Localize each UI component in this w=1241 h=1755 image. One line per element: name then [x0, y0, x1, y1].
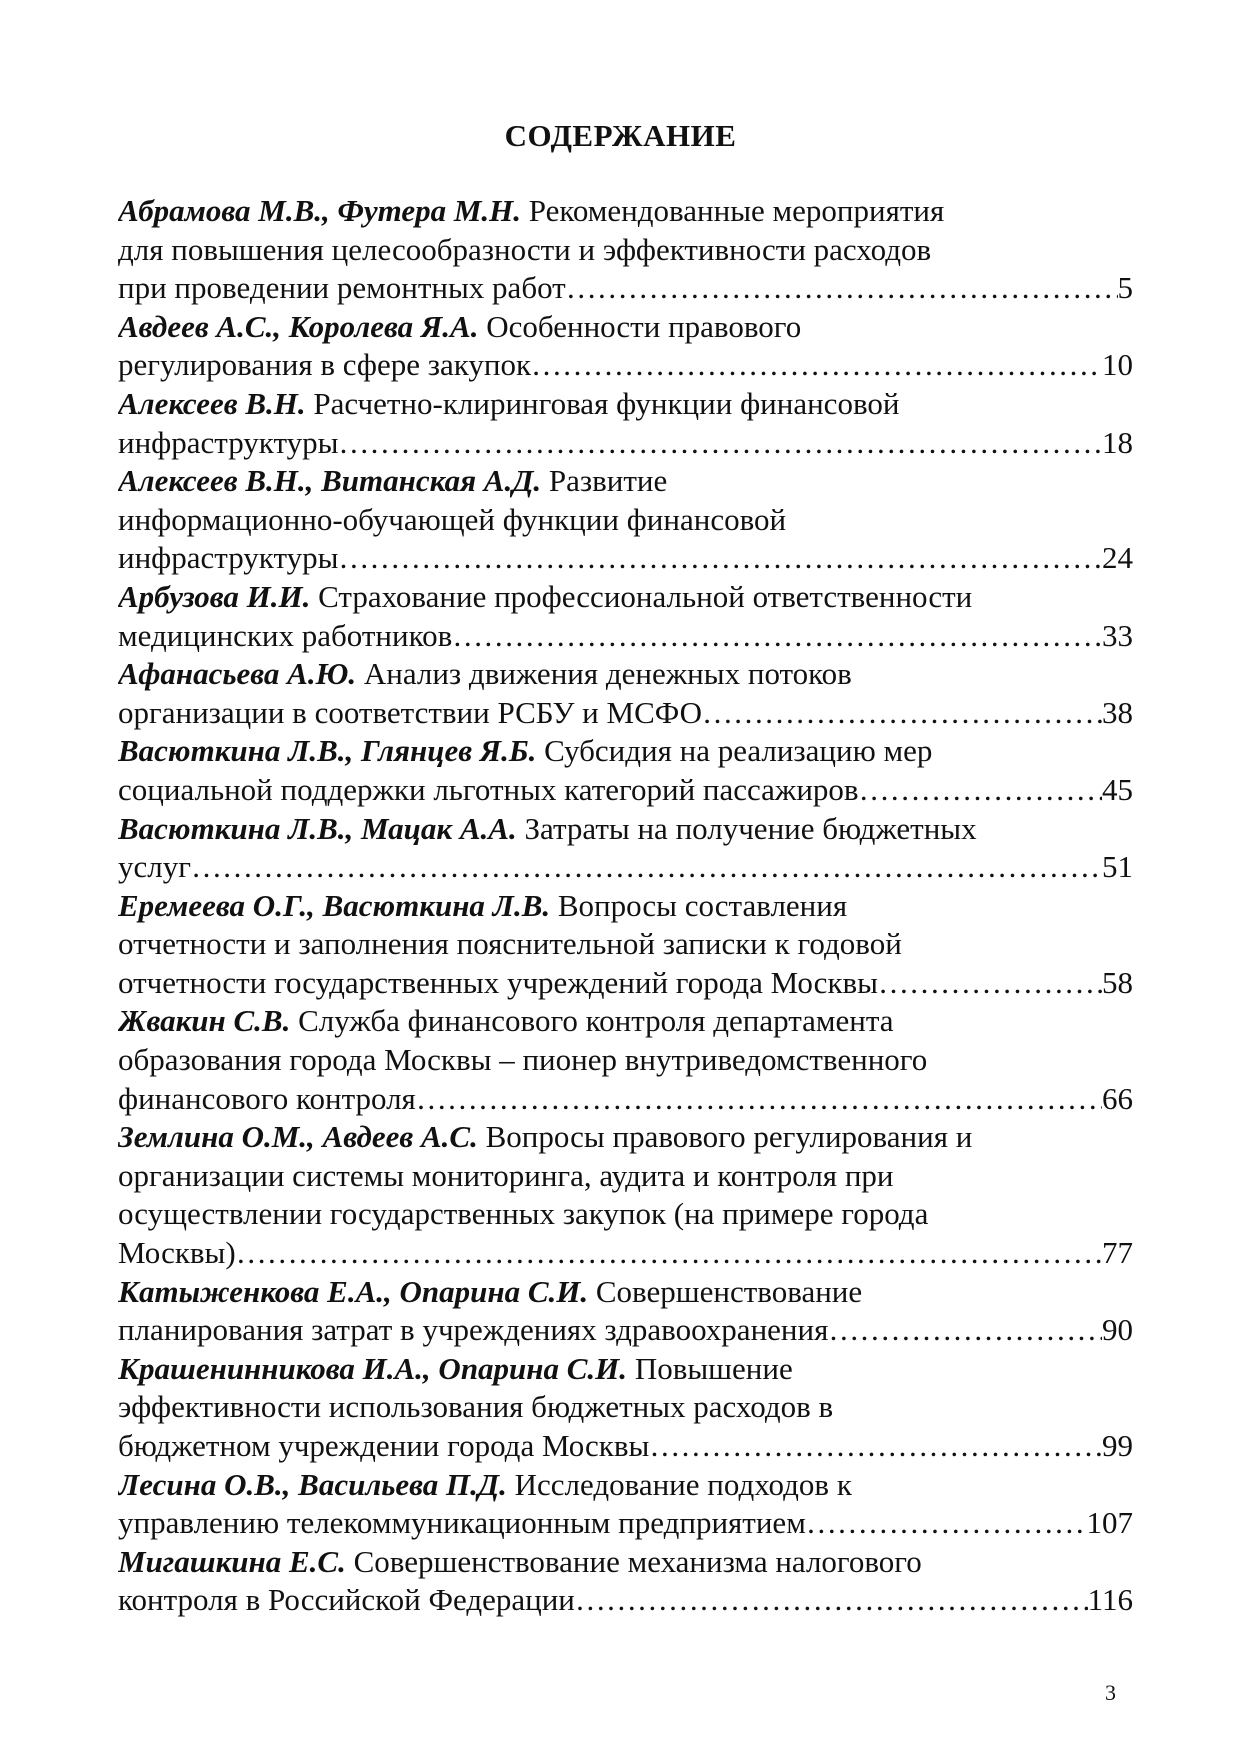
toc-entry-title-start: Вопросы правового регулирования и [485, 1119, 973, 1155]
toc-entry-first-line [118, 385, 1133, 424]
toc-entry-authors: Мигашкина Е.С. [118, 1543, 346, 1579]
toc-entry-authors: Афанасьева А.Ю. [118, 656, 357, 692]
toc-entry [118, 732, 1133, 809]
toc-entry [118, 1350, 1133, 1466]
toc-entry-title-start: Страхование профессиональной ответственности [318, 578, 973, 614]
toc-entry [118, 308, 1133, 385]
toc-entry-title-line: образования города Москвы – пионер внутриведомственного [118, 1042, 928, 1078]
toc-entry-first-line [118, 810, 1133, 849]
toc-entry-last-line [118, 694, 1133, 733]
toc-entry-first-line [118, 1002, 1133, 1041]
toc-entry-first-line [118, 462, 1133, 501]
toc-entry-authors: Алексеев В.Н. [118, 385, 306, 421]
toc-entry-last-line [118, 964, 1133, 1003]
page-number: 3 [1105, 1680, 1116, 1705]
dot-leader [806, 1504, 1087, 1543]
toc-entry-title-start: Анализ движения денежных потоков [363, 656, 852, 692]
dot-leader [416, 1080, 1102, 1119]
toc-entry-title-end: регулирования в сфере закупок [118, 347, 532, 383]
dot-leader [702, 694, 1102, 733]
toc-entry-page: 58 [1102, 964, 1133, 1000]
toc-entry-title-start: Исследование подходов к [514, 1466, 852, 1502]
toc-entry-title-line: отчетности и заполнения пояснительной записки к годовой [118, 926, 902, 962]
toc-entry-last-line [118, 617, 1133, 656]
dot-leader [338, 539, 1102, 578]
toc-entry-last-line [118, 424, 1133, 463]
toc-entry [118, 1543, 1133, 1620]
toc-entry-page: 99 [1102, 1428, 1133, 1463]
toc-entry-last-line [118, 1234, 1133, 1273]
toc-entry-last-line [118, 1080, 1133, 1119]
toc-entry-title-end: планирования затрат в учреждениях здравоохранения [118, 1312, 829, 1348]
toc-entry-title-end: при проведении ремонтных работ [118, 270, 566, 306]
toc-entry-title-end: Москвы) [118, 1235, 236, 1271]
toc-entry-authors: Авдеев А.С., Королева Я.А. [118, 308, 479, 344]
toc-entry-page: 18 [1102, 424, 1133, 460]
toc-entry-title-start: Совершенствование механизма налогового [353, 1543, 922, 1579]
toc-entry-last-line [118, 539, 1133, 578]
toc-entry-authors: Арбузова И.И. [118, 578, 311, 614]
toc-entry-title-start: Совершенствование [595, 1273, 863, 1309]
toc-entry-first-line [118, 1543, 1133, 1582]
toc-entry-last-line [118, 771, 1133, 810]
toc-entry [118, 578, 1133, 655]
toc-entry [118, 1466, 1133, 1543]
toc-entry-page: 51 [1102, 849, 1133, 885]
dot-leader [649, 1427, 1102, 1466]
page-title: СОДЕРЖАНИЕ [504, 118, 737, 153]
toc-entry-first-line [118, 1350, 1133, 1389]
toc-entry-first-line [118, 1466, 1133, 1505]
toc-entry-last-line [118, 269, 1133, 308]
toc-entry-last-line [118, 1311, 1133, 1350]
toc-entry-last-line [118, 1581, 1133, 1620]
toc-entry-authors: Катыженкова Е.А., Опарина С.И. [118, 1273, 589, 1309]
toc-entry [118, 192, 1133, 308]
toc-entry-title-start: Расчетно-клиринговая функции финансовой [313, 385, 900, 421]
dot-leader [236, 1234, 1102, 1273]
toc-entry-title-end: управлению телекоммуникационным предприятием [118, 1505, 806, 1541]
dot-leader [878, 964, 1102, 1003]
toc-entry-page: 107 [1086, 1505, 1133, 1541]
toc-entry-title-start: Повышение [634, 1350, 793, 1386]
toc-entry-title-start: Вопросы составления [557, 887, 848, 923]
toc-entry-title-line: для повышения целесообразности и эффективности расходов [118, 231, 932, 267]
dot-leader [859, 771, 1102, 810]
dot-leader [452, 617, 1102, 656]
toc-entry-title-end: медицинских работников [118, 617, 453, 653]
toc-entry-title-end: отчетности государственных учреждений города Москвы [118, 964, 878, 1000]
toc-entry-first-line [118, 1273, 1133, 1312]
toc-entry [118, 1273, 1133, 1350]
toc-entry-page: 77 [1102, 1235, 1133, 1271]
toc-entry-title-start: Служба финансового контроля департамента [298, 1003, 894, 1039]
toc-entry-page: 38 [1102, 694, 1133, 730]
toc-entry-page: 10 [1102, 347, 1133, 383]
toc-entry-page: 33 [1102, 617, 1133, 653]
toc-entry [118, 655, 1133, 732]
toc-entry-page: 45 [1102, 771, 1133, 807]
toc-entry-title-start: Рекомендованные мероприятия [528, 193, 945, 228]
dot-leader [566, 269, 1118, 308]
toc-entry-title-end: инфраструктуры [118, 424, 339, 460]
toc-entry-title-start: Субсидия на реализацию мер [544, 733, 933, 769]
toc-entry-title-start: Особенности правового [486, 308, 802, 344]
toc-entry-first-line [118, 732, 1133, 771]
dot-leader [191, 848, 1102, 887]
toc-entry [118, 462, 1133, 578]
toc-entry-title-line: организации системы мониторинга, аудита и контроля при [118, 1157, 894, 1193]
toc-entry-page: 90 [1102, 1312, 1133, 1348]
toc-entry-authors: Крашенинникова И.А., Опарина С.И. [118, 1350, 628, 1386]
toc-entry-authors: Еремеева О.Г., Васюткина Л.В. [118, 887, 551, 923]
toc-entry-title-end: бюджетном учреждении города Москвы [118, 1428, 650, 1463]
dot-leader [575, 1581, 1088, 1620]
toc-entry-first-line [118, 578, 1133, 617]
dot-leader [338, 424, 1102, 463]
toc-entry-title-end: услуг [118, 849, 191, 885]
toc-entry-title-line: осуществлении государственных закупок (на примере города [118, 1196, 929, 1232]
toc-entry-last-line [118, 346, 1133, 385]
toc-entry-page: 116 [1087, 1582, 1133, 1618]
toc-entry-title-end: социальной поддержки льготных категорий пассажиров [118, 771, 859, 807]
toc-entry [118, 1002, 1133, 1118]
toc-entry-title-end: организации в соответствии РСБУ и МСФО [118, 694, 703, 730]
toc-entry-first-line [118, 655, 1133, 694]
toc-entry-title-start: Развитие [548, 463, 668, 499]
toc-entry-title-end: финансового контроля [118, 1080, 416, 1116]
toc-entry-first-line [118, 887, 1133, 926]
toc-entry-last-line [118, 848, 1133, 887]
toc-entry-authors: Лесина О.В., Васильева П.Д. [118, 1466, 507, 1502]
toc-entry [118, 810, 1133, 887]
toc-entry-authors: Абрамова М.В., Футера М.Н. [118, 193, 522, 228]
toc-entry-title-start: Затраты на получение бюджетных [524, 810, 977, 846]
toc-entry-first-line [118, 192, 1133, 231]
toc-entry-page: 24 [1102, 540, 1133, 576]
toc-entry [118, 385, 1133, 462]
toc-entry-page: 66 [1102, 1080, 1133, 1116]
toc-entry-first-line [118, 308, 1133, 347]
toc-entry-title-end: контроля в Российской Федерации [118, 1582, 575, 1618]
toc-entry-page: 5 [1117, 270, 1133, 306]
toc-entry-title-line: эффективности использования бюджетных расходов в [118, 1389, 834, 1425]
dot-leader [531, 346, 1102, 385]
toc-entry-authors: Васюткина Л.В., Мацак А.А. [118, 810, 517, 846]
table-of-contents [118, 192, 1133, 1620]
toc-entry-last-line [118, 1504, 1133, 1543]
toc-entry-title-line: информационно-обучающей функции финансовой [118, 501, 787, 537]
toc-entry [118, 1118, 1133, 1272]
dot-leader [828, 1311, 1102, 1350]
toc-entry-authors: Землина О.М., Авдеев А.С. [118, 1119, 478, 1155]
toc-entry-authors: Алексеев В.Н., Витанская А.Д. [118, 463, 542, 499]
toc-entry-title-end: инфраструктуры [118, 540, 339, 576]
toc-entry-first-line [118, 1118, 1133, 1157]
toc-entry-authors: Жвакин С.В. [118, 1003, 291, 1039]
toc-entry-last-line [118, 1427, 1133, 1466]
toc-entry [118, 887, 1133, 1003]
toc-entry-authors: Васюткина Л.В., Глянцев Я.Б. [118, 733, 537, 769]
